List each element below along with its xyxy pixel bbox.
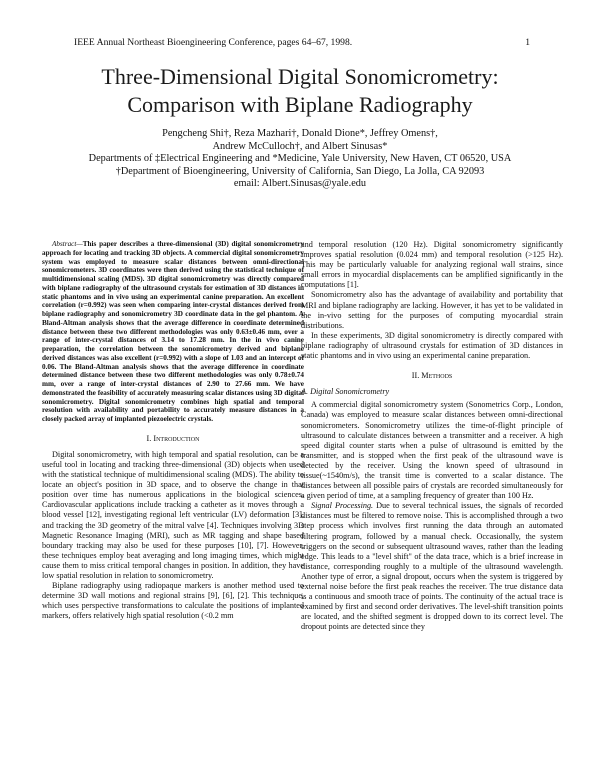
intro-paragraph-1: Digital sonomicrometry, with high temporal and spatial resolution, can be a useful tool in locating and tracking three-dimensional (3D) objects when used with the statistical technique of multidimensional scaling (MDS). The ability to locate an object's position in 3D space, and to observe the change in that position over time has numerous applications in the biological sciences. Cardiovascular applications include tracking a catheter as it moves through a blood vessel [12], investigating regional left ventricular (LV) deformation [3], and tracking the 3D geometry of the mitral valve [4]. Techniques involving 3D Magnetic Resonance Imaging (MRI), such as MR tagging and shape based boundary tracking may also be used for these purposes [10], [7]. However, these techniques employ beat averaging and long imaging times, which might cause them to miss critical temporal changes in position. In addition, they have low spatial resolution in relation to sonomicrometry. <box>42 449 304 580</box>
abstract-label: Abstract— <box>52 240 83 248</box>
signal-processing-label: Signal Processing. <box>311 501 374 511</box>
intro-paragraph-2: Biplane radiography using radiopaque markers is another method used to determine 3D wall motions and regional strains [9], [6], [2]. This technique, which uses perspective transformations to calculate the positions of implanted markers, offers relatively high spatial resolution (<0.2 mm <box>42 581 304 621</box>
title-line-1: Three-Dimensional Digital Sonomicrometry: <box>101 64 499 89</box>
author-line-2: Andrew McCulloch†, and Albert Sinusas* <box>212 140 388 152</box>
intro-continuation: and temporal resolution (120 Hz). Digital sonomicrometry significantly improves spatial resolution (0.024 mm) and temporal resolution (>125 Hz). This may be particularly valuable for analyzing regional wall strains, since small errors in myocardial displacements can be amplified significantly in the computations [1]. <box>301 240 563 290</box>
section-heading-methods: II. Methods <box>411 371 453 381</box>
signal-processing-text: Due to several technical issues, the signals of recorded distances must be filtered to remove noise. This is accomplished through a two step process which involves first running the data through an automated filtering program, followed by a manual check. Occasionally, the system triggers on the second or subsequent ultrasound waves, rather than the leading edge. This leads to a "level shift" of the data trace, which is a brief increase in distance, corresponding roughly to a multiple of the ultrasound wavelength. Another type of error, a signal dropout, occurs when the system is triggered by external noise before the first peak reaches the receiver. The true distance data is a continuous and smooth trace of points. The continuity of the actual trace is examined by first and second order derivatives. The level-shift transition points are located, and the shifted segment is dropped down to its correct level. The dropout points are detected since they <box>301 501 563 632</box>
right-column <box>301 240 563 632</box>
methods-paragraph-2 <box>301 501 563 632</box>
affiliation-1: Departments of ‡Electrical Engineering and *Medicine, Yale University, New Haven, CT 06520, USA <box>88 153 512 165</box>
abstract <box>42 240 304 424</box>
author-block <box>20 128 580 191</box>
section-heading-introduction: I. Introduction <box>146 433 200 443</box>
subsection-heading-digital-sonomicrometry: A. Digital Sonomicrometry <box>301 387 390 397</box>
paper-title <box>30 63 570 119</box>
affiliation-2: †Department of Bioengineering, University of California, San Diego, La Jolla, CA 92093 <box>115 165 485 177</box>
methods-paragraph-1: A commercial digital sonomicrometry system (Sonometrics Corp., London, Canada) was employed to measure scalar distances between omni-directional sonomicrometers. Sonomicrometry utilizes the time-of-flight principle of ultrasound to calculate distances between a transmitter and a receiver. A high speed digital counter starts when a pulse of ultrasound is emitted by the transmitter, and is stopped when the first peak of the ultrasound wave is detected by the receiver. Using the known speed of ultrasound in tissue(~1540m/s), the transit time is converted to a scalar distance. The distances between all possible pairs of crystals are recorded simultaneously for a given period of time, at a sampling frequency of greater than 100 Hz. <box>301 400 563 501</box>
abstract-text: This paper describes a three-dimensional (3D) digital sonomicrometry approach for locating and tracking 3D objects. A commercial digital sonomicrometry system was employed to measure scalar distances between omni-directional sonomicrometers. 3D coordinates were then derived using the statistical technique of multidimensional scaling (MDS). 3D digital sonomicrometry was directly compared with biplane radiography of the ultrasound crystals for estimation of 3D distances in static phantoms and in vivo using an experimental canine preparation. An excellent correlation (r=0.992) was seen when comparing inter-crystal distances derived from biplane radiography and sonomicrometry 3D coordinate data in the gel phantom. A Bland-Altman analysis shows that the average difference in coordinate determined distance between these two different methodologies was only 0.63±0.46 mm, over a range of inter-crystal distances of 3.14 to 17.28 mm. In the in vivo canine preparation, the correlation between the sonomicrometry derived and biplane derived distances was also excellent (r=0.992) with a slope of 1.03 and an intercept of 0.06. The Bland-Altman analysis shows that the average difference in coordinate determined distance between these two different methodologies was only 0.78±0.74 mm, over a range of inter-crystal distances of 2.90 to 27.66 mm. We have demonstrated the feasibility of accurately measuring scalar distances using 3D digital sonomicrometry. Digital sonomicrometry combines high spatial and temporal resolution with availability and portability to accurately measure distances in a closely packed array of implanted piezoelectric crystals. <box>42 240 304 423</box>
intro-paragraph-3: Sonomicrometry also has the advantage of availability and portability that MRI and biplane radiography are lacking. However, it has yet to be validated in the in-vivo setting for the purposes of computing myocardial strain distributions. <box>301 290 563 330</box>
intro-paragraph-4: In these experiments, 3D digital sonomicrometry is directly compared with biplane radiography of ultrasound crystals for estimation of 3D distances in static phantoms and in vivo using an experimental canine preparation. <box>301 330 563 361</box>
author-line-1: Pengcheng Shi†, Reza Mazhari†, Donald Dione*, Jeffrey Omens†, <box>162 128 438 139</box>
header-citation: IEEE Annual Northeast Bioengineering Conference, pages 64–67, 1998. <box>74 37 353 48</box>
title-line-2: Comparison with Biplane Radiography <box>127 92 473 117</box>
page-number: 1 <box>525 37 530 48</box>
contact-email: email: Albert.Sinusas@yale.edu <box>233 178 367 190</box>
left-column <box>42 240 304 621</box>
running-header <box>74 37 530 48</box>
